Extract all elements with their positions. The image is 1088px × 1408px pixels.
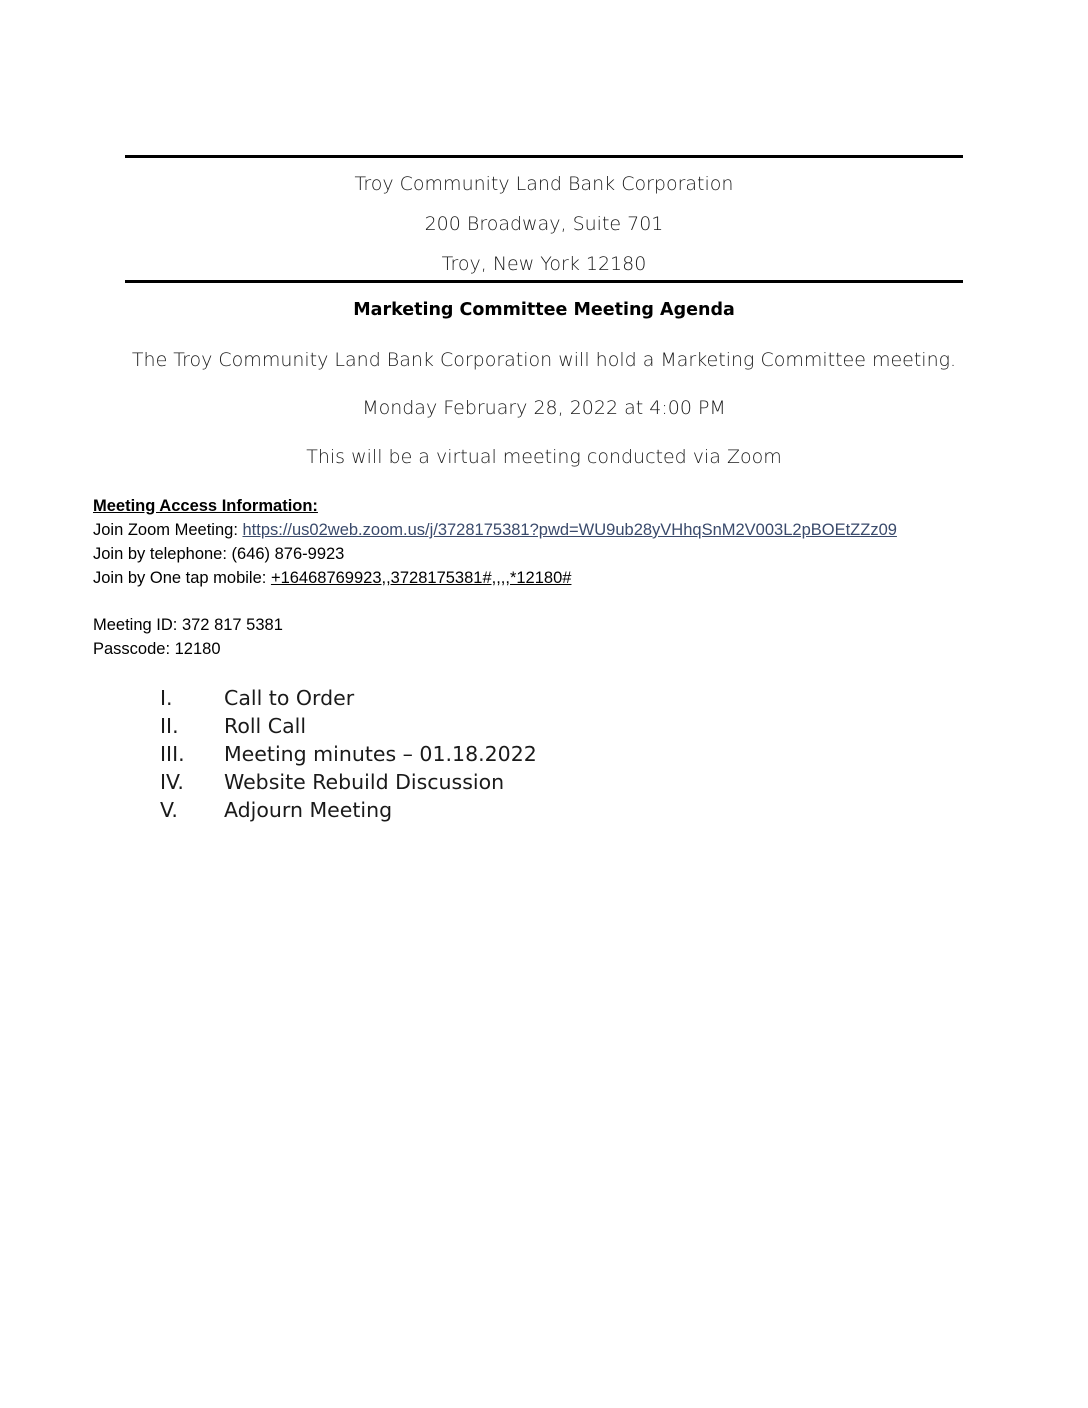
passcode: Passcode: 12180 (93, 640, 221, 658)
agenda-item-number: I. (160, 686, 173, 710)
agenda-item-number: II. (160, 714, 179, 738)
meeting-venue: This will be a virtual meeting conducted via Zoom (306, 446, 782, 468)
agenda-item-text: Adjourn Meeting (224, 798, 393, 822)
agenda-item-text: Meeting minutes – 01.18.2022 (224, 742, 537, 766)
address-line-1: 200 Broadway, Suite 701 (424, 213, 664, 235)
agenda-item-text: Call to Order (224, 686, 355, 710)
header-bottom-rule (125, 280, 963, 283)
one-tap-label: Join by One tap mobile: (93, 569, 271, 587)
agenda-item-text: Roll Call (224, 714, 307, 738)
agenda-title: Marketing Committee Meeting Agenda (353, 300, 735, 320)
meeting-datetime: Monday February 28, 2022 at 4:00 PM (362, 397, 726, 419)
address-line-2: Troy, New York 12180 (441, 253, 647, 275)
agenda-item-number: III. (160, 742, 185, 766)
meeting-announcement: The Troy Community Land Bank Corporation will hold a Marketing Committee meeting. (131, 349, 957, 371)
one-tap-line (93, 569, 571, 588)
zoom-join-label: Join Zoom Meeting: (93, 521, 243, 539)
agenda-item-text: Website Rebuild Discussion (224, 770, 505, 794)
zoom-meeting-link[interactable]: https://us02web.zoom.us/j/3728175381?pwd=WU9ub28yVHhqSnM2V003L2pBOEtZZz09 (242, 521, 897, 539)
header-top-rule (125, 155, 963, 158)
meeting-id: Meeting ID: 372 817 5381 (93, 616, 283, 634)
agenda-item-number: IV. (160, 770, 184, 794)
one-tap-mobile-link[interactable]: +16468769923,,3728175381#,,,,*12180# (270, 569, 572, 587)
access-heading: Meeting Access Information: (93, 497, 318, 515)
zoom-join-line (93, 521, 897, 540)
agenda-item-number: V. (160, 798, 178, 822)
organization-name: Troy Community Land Bank Corporation (354, 173, 734, 195)
telephone-line: Join by telephone: (646) 876-9923 (93, 545, 345, 563)
